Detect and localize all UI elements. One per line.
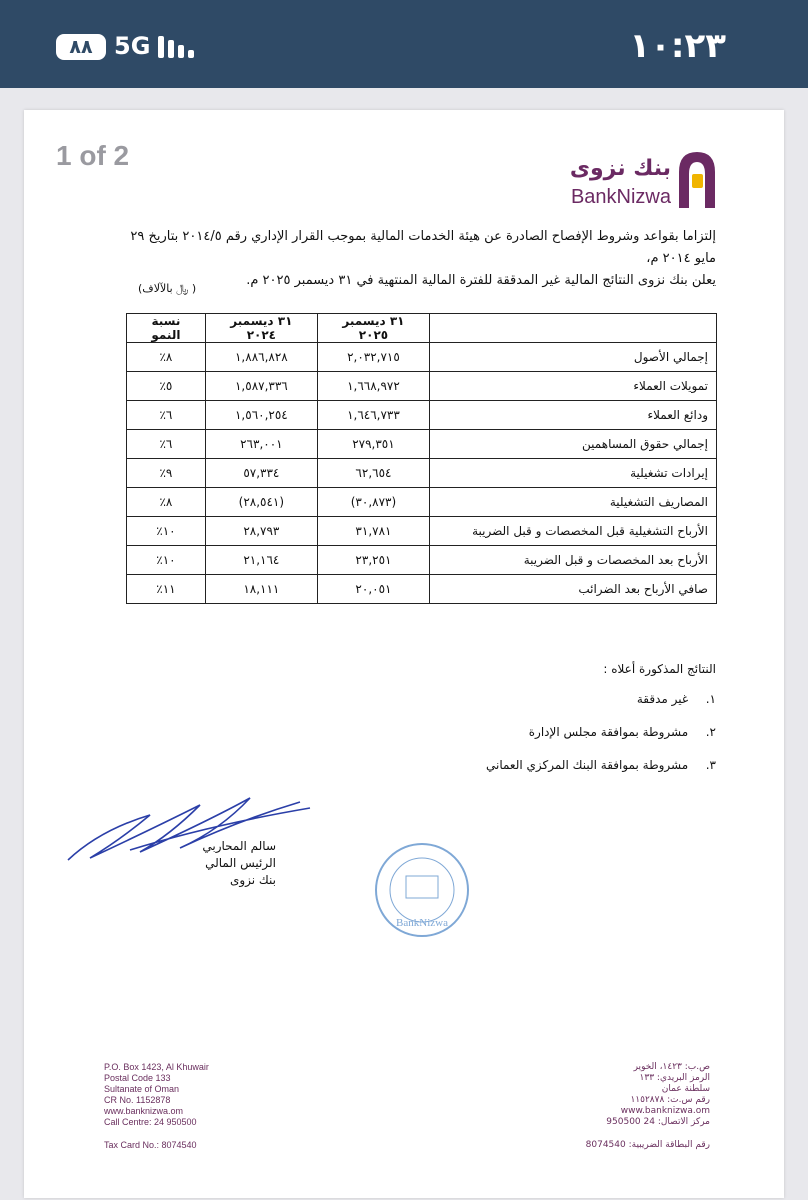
value-2024: ١,٥٦٠,٢٥٤ <box>205 401 317 430</box>
footer-ar-line: الرمز البريدي: ١٣٣ <box>639 1073 710 1083</box>
tax-card-arabic: رقم البطاقة الضريبية: 8074540 <box>585 1140 710 1150</box>
value-2025: (٣٠,٨٧٣) <box>317 488 429 517</box>
value-2025: ٢,٠٣٢,٧١٥ <box>317 343 429 372</box>
signal-icon <box>158 36 198 58</box>
status-time: ١٠:٢٣ <box>629 26 726 66</box>
note-item <box>396 692 716 725</box>
status-bar <box>0 0 808 88</box>
growth-value: ٦٪ <box>127 401 206 430</box>
value-2025: ٣١,٧٨١ <box>317 517 429 546</box>
value-2025: ١,٦٤٦,٧٣٣ <box>317 401 429 430</box>
signatory-block <box>196 838 276 889</box>
bank-logo <box>561 150 721 212</box>
value-2024: (٢٨,٥٤١) <box>205 488 317 517</box>
header-2025: ٣١ ديسمبر ٢٠٢٥ <box>317 314 429 343</box>
growth-value: ١١٪ <box>127 575 206 604</box>
row-label: إجمالي حقوق المساهمين <box>430 430 717 459</box>
footer-en-line: Postal Code 133 <box>104 1073 171 1083</box>
network-type: 5G <box>114 32 151 60</box>
row-label: الأرباح بعد المخصصات و قبل الضريبة <box>430 546 717 575</box>
value-2024: ٢١,١٦٤ <box>205 546 317 575</box>
header-2024: ٣١ ديسمبر ٢٠٢٤ <box>205 314 317 343</box>
growth-value: ١٠٪ <box>127 546 206 575</box>
footer-ar-line: ص.ب: ١٤٢٣، الخوير <box>633 1062 710 1072</box>
currency-unit: ( ﷼ بالآلاف) <box>138 282 197 295</box>
notes-section <box>396 662 716 791</box>
value-2024: ٢٦٣,٠٠١ <box>205 430 317 459</box>
footer-ar-line: رقم س.ت: ١١٥٢٨٧٨ <box>630 1095 710 1105</box>
note-text: غير مدققة <box>636 692 689 706</box>
row-label: إيرادات تشغيلية <box>430 459 717 488</box>
signatory-org: بنك نزوى <box>229 873 276 887</box>
value-2024: ١,٥٨٧,٣٣٦ <box>205 372 317 401</box>
intro-line-1: إلتزاما بقواعد وشروط الإفصاح الصادرة عن هيئة الخدمات المالية بموجب القرار الإداري رقم ٢٠١٤/٥ بتاريخ ٢٩ مايو ٢٠١٤ م، <box>130 229 716 266</box>
footer-en-line: P.O. Box 1423, Al Khuwair <box>104 1062 209 1072</box>
table-row <box>127 517 717 546</box>
notes-heading: النتائج المذكورة أعلاه : <box>603 662 716 676</box>
footer-en-line: www.banknizwa.om <box>104 1106 184 1116</box>
note-text: مشروطة بموافقة مجلس الإدارة <box>528 725 689 739</box>
row-label: المصاريف التشغيلية <box>430 488 717 517</box>
value-2025: ٦٢,٦٥٤ <box>317 459 429 488</box>
growth-value: ١٠٪ <box>127 517 206 546</box>
table-row <box>127 372 717 401</box>
footer-ar-line: www.banknizwa.om <box>620 1106 710 1116</box>
footer-en-line: CR No. 1152878 <box>104 1095 171 1105</box>
bank-logo-icon <box>675 150 719 210</box>
row-label: تمويلات العملاء <box>430 372 717 401</box>
note-item <box>396 758 716 791</box>
page-indicator: 1 of 2 <box>56 140 130 171</box>
row-label: صافي الأرباح بعد الضرائب <box>430 575 717 604</box>
table-row <box>127 343 717 372</box>
row-label: ودائع العملاء <box>430 401 717 430</box>
header-growth: نسبة النمو <box>127 314 206 343</box>
value-2025: ١,٦٦٨,٩٧٢ <box>317 372 429 401</box>
note-text: مشروطة بموافقة البنك المركزي العماني <box>485 758 689 772</box>
table-row <box>127 575 717 604</box>
tax-card-english: Tax Card No.: 8074540 <box>104 1140 197 1150</box>
table-row <box>127 459 717 488</box>
bank-stamp <box>372 840 472 940</box>
growth-value: ٨٪ <box>127 488 206 517</box>
table-row <box>127 546 717 575</box>
intro-line-2: يعلن بنك نزوى النتائج المالية غير المدققة للفترة المالية المنتهية في ٣١ ديسمبر ٢٠٢٥ م. <box>246 273 716 288</box>
footer-en-line: Call Centre: 24 950500 <box>104 1117 197 1127</box>
financial-results-table <box>126 313 717 604</box>
note-number: ٢. <box>705 725 716 739</box>
note-number: ٣. <box>705 758 716 772</box>
signature-scribble <box>60 790 320 870</box>
value-2025: ٢٧٩,٣٥١ <box>317 430 429 459</box>
footer-en-line: Sultanate of Oman <box>104 1084 180 1094</box>
table-row <box>127 401 717 430</box>
growth-value: ٦٪ <box>127 430 206 459</box>
note-item <box>396 725 716 758</box>
value-2025: ٢٣,٢٥١ <box>317 546 429 575</box>
footer-ar-line: سلطنة عمان <box>661 1084 710 1094</box>
value-2024: ١٨,١١١ <box>205 575 317 604</box>
value-2025: ٢٠,٠٥١ <box>317 575 429 604</box>
growth-value: ٩٪ <box>127 459 206 488</box>
note-number: ١. <box>705 692 716 706</box>
growth-value: ٨٪ <box>127 343 206 372</box>
stamp-text: BankNizwa <box>396 917 448 929</box>
logo-english: BankNizwa <box>570 186 671 208</box>
header-item <box>430 314 717 343</box>
signatory-name: سالم المحاربي <box>202 839 276 853</box>
growth-value: ٥٪ <box>127 372 206 401</box>
battery-indicator: ٨٨ <box>56 34 106 60</box>
footer-english <box>104 1062 209 1128</box>
value-2024: ٢٨,٧٩٣ <box>205 517 317 546</box>
signatory-title: الرئيس المالي <box>205 856 276 870</box>
row-label: إجمالي الأصول <box>430 343 717 372</box>
logo-arabic: بنك نزوى <box>569 156 671 181</box>
footer-ar-line: مركز الاتصال: 24 950500 <box>606 1117 710 1127</box>
intro-paragraph <box>116 226 716 292</box>
table-header-row <box>127 314 717 343</box>
value-2024: ٥٧,٣٣٤ <box>205 459 317 488</box>
row-label: الأرباح التشغيلية قبل المخصصات و قبل الضريبة <box>430 517 717 546</box>
value-2024: ١,٨٨٦,٨٢٨ <box>205 343 317 372</box>
footer-arabic <box>606 1062 710 1128</box>
table-row <box>127 488 717 517</box>
table-row <box>127 430 717 459</box>
